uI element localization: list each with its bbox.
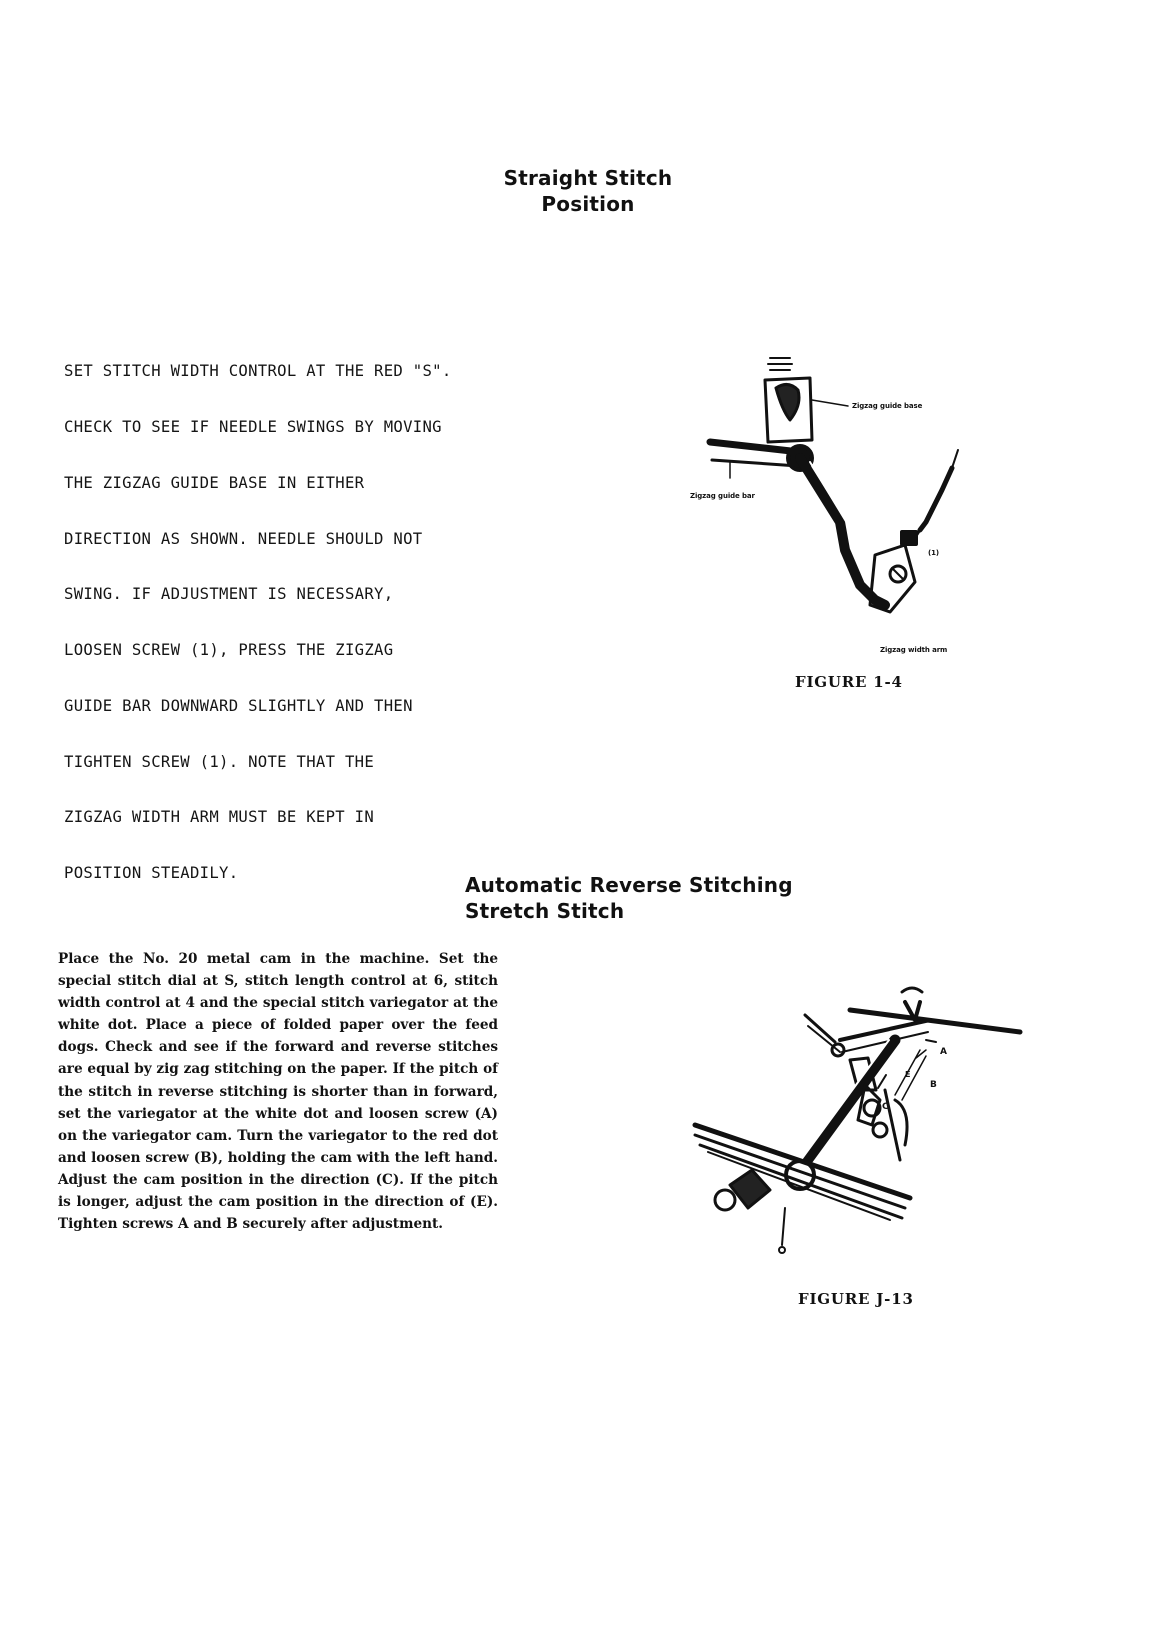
text-line: CHECK TO SEE IF NEEDLE SWINGS BY MOVING [64,417,442,436]
label-zigzag-width-arm: Zigzag width arm [880,646,948,654]
text-line: THE ZIGZAG GUIDE BASE IN EITHER [64,473,365,492]
label-zigzag-guide-base: Zigzag guide base [852,402,923,410]
section-heading-straight-stitch [488,165,688,217]
text-line: TIGHTEN SCREW (1). NOTE THAT THE [64,752,375,771]
label-screw-a: A [940,1047,947,1057]
figure-caption-j-13: FIGURE J-13 [798,1290,914,1308]
heading-line-1: Straight Stitch [503,166,673,190]
label-screw-1: (1) [928,549,939,557]
text-line: GUIDE BAR DOWNWARD SLIGHTLY AND THEN [64,696,413,715]
heading-line-2: Stretch Stitch [465,899,625,923]
label-direction-e: E [905,1070,911,1079]
text-line: SET STITCH WIDTH CONTROL AT THE RED "S". [64,362,452,381]
text-line: SWING. IF ADJUSTMENT IS NECESSARY, [64,585,394,604]
section-heading-automatic-reverse [465,872,793,924]
variegator-cam-illustration [690,980,1030,1275]
label-direction-c: C [882,1102,889,1112]
label-screw-b: B [930,1080,937,1090]
heading-line-2: Position [541,192,635,216]
label-zigzag-guide-bar: Zigzag guide bar [690,492,755,500]
text-line: LOOSEN SCREW (1), PRESS THE ZIGZAG [64,641,394,660]
figure-caption-1-4: FIGURE 1-4 [795,673,903,691]
heading-line-1: Automatic Reverse Stitching [465,873,793,897]
text-line: ZIGZAG WIDTH ARM MUST BE KEPT IN [64,808,375,827]
text-line: DIRECTION AS SHOWN. NEEDLE SHOULD NOT [64,529,423,548]
reverse-stitching-instructions: Place the No. 20 metal cam in the machine. Set the special stitch dial at S, stitch length control at 6, stitch width control at 4 and the special stitch variegator at the white dot. Place a piece of folded paper over the feed dogs. Check and see if the forward and reverse stitches are equal by zig zag stitching on the paper. If the pitch of the stitch in reverse stitching is shorter than in forward, set the variegator at the white dot and loosen screw (A) on the variegator cam. Turn the variegator to the red dot and loosen screw (B), holding the cam with the left hand. Adjust the cam position in the direction (C). If the pitch is longer, adjust the cam position in the direction of (E). Tighten screws A and B securely after adjustment. [58,951,498,1233]
text-line: POSITION STEADILY. [64,864,239,883]
straight-stitch-instructions [64,325,452,901]
